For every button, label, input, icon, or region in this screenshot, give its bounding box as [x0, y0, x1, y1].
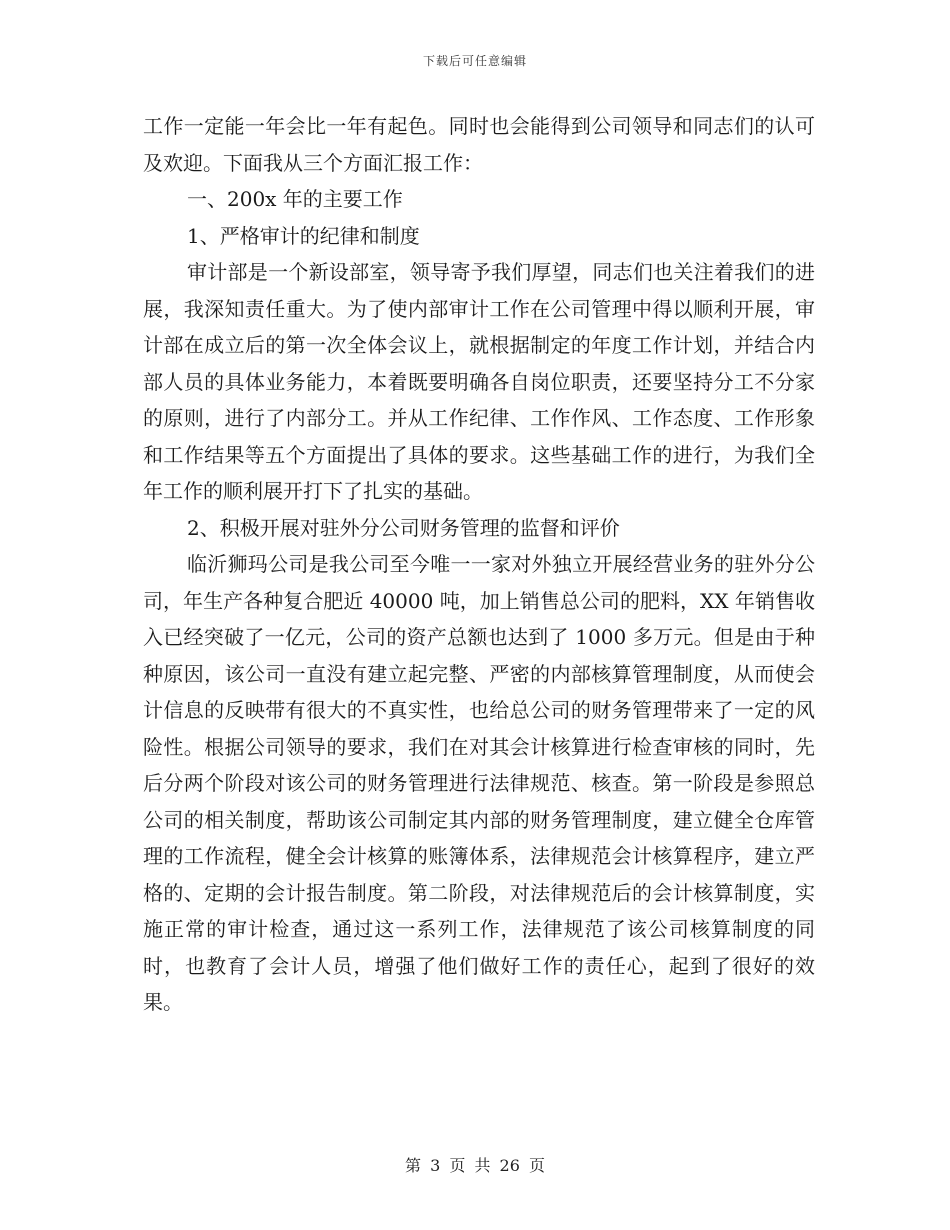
section-heading: 一、200x 年的主要工作 — [187, 187, 403, 211]
paragraph: 临沂狮玛公司是我公司至今唯一一家对外独立开展经营业务的驻外分公司，年生产各种复合肥近 40000 吨，加上销售总公司的肥料，XX 年销售收入已经突破了一亿元，公司的资产总额也达到了 1000 多万元。但是由于种种原因，该公司一直没有建立起完整、严密的内部核算管理制度，从而使会计信息的反映带有很大的不真实性，也给总公司的财务管理带来了一定的风险性。根据公司领导的要求，我们在对其会计核算进行检查审核的同时，先后分两个阶段对该公司的财务管理进行法律规范、核查。第一阶段是参照总公司的相关制度，帮助该公司制定其内部的财务管理制度，建立健全仓库管理的工作流程，健全会计核算的账簿体系，法律规范会计核算程序，建立严格的、定期的会计报告制度。第二阶段，对法律规范后的会计核算制度，实施正常的审计检查，通过这一系列工作，法律规范了该公司核算制度的同时，也教育了会计人员，增强了他们做好工作的责任心，起到了很好的效果。 — [143, 552, 815, 1014]
document-body — [143, 108, 815, 1021]
paragraph-continuation: 工作一定能一年会比一年有起色。同时也会能得到公司领导和同志们的认可及欢迎。下面我从三个方面汇报工作： — [143, 114, 815, 175]
page-header-note: 下载后可任意编辑 — [422, 54, 527, 68]
subsection-heading: 1、严格审计的纪律和制度 — [187, 223, 420, 248]
paragraph: 审计部是一个新设部室，领导寄予我们厚望，同志们也关注着我们的进展，我深知责任重大。为了使内部审计工作在公司管理中得以顺利开展，审计部在成立后的第一次全体会议上，就根据制定的年度工作计划，并结合内部人员的具体业务能力，本着既要明确各自岗位职责，还要坚持分工不分家的原则，进行了内部分工。并从工作纪律、工作作风、工作态度、工作形象和工作结果等五个方面提出了具体的要求。这些基础工作的进行，为我们全年工作的顺利展开打下了扎实的基础。 — [143, 260, 815, 503]
subsection-heading: 2、积极开展对驻外分公司财务管理的监督和评价 — [187, 515, 620, 540]
page-number-footer: 第 3 页 共 26 页 — [405, 1156, 545, 1175]
